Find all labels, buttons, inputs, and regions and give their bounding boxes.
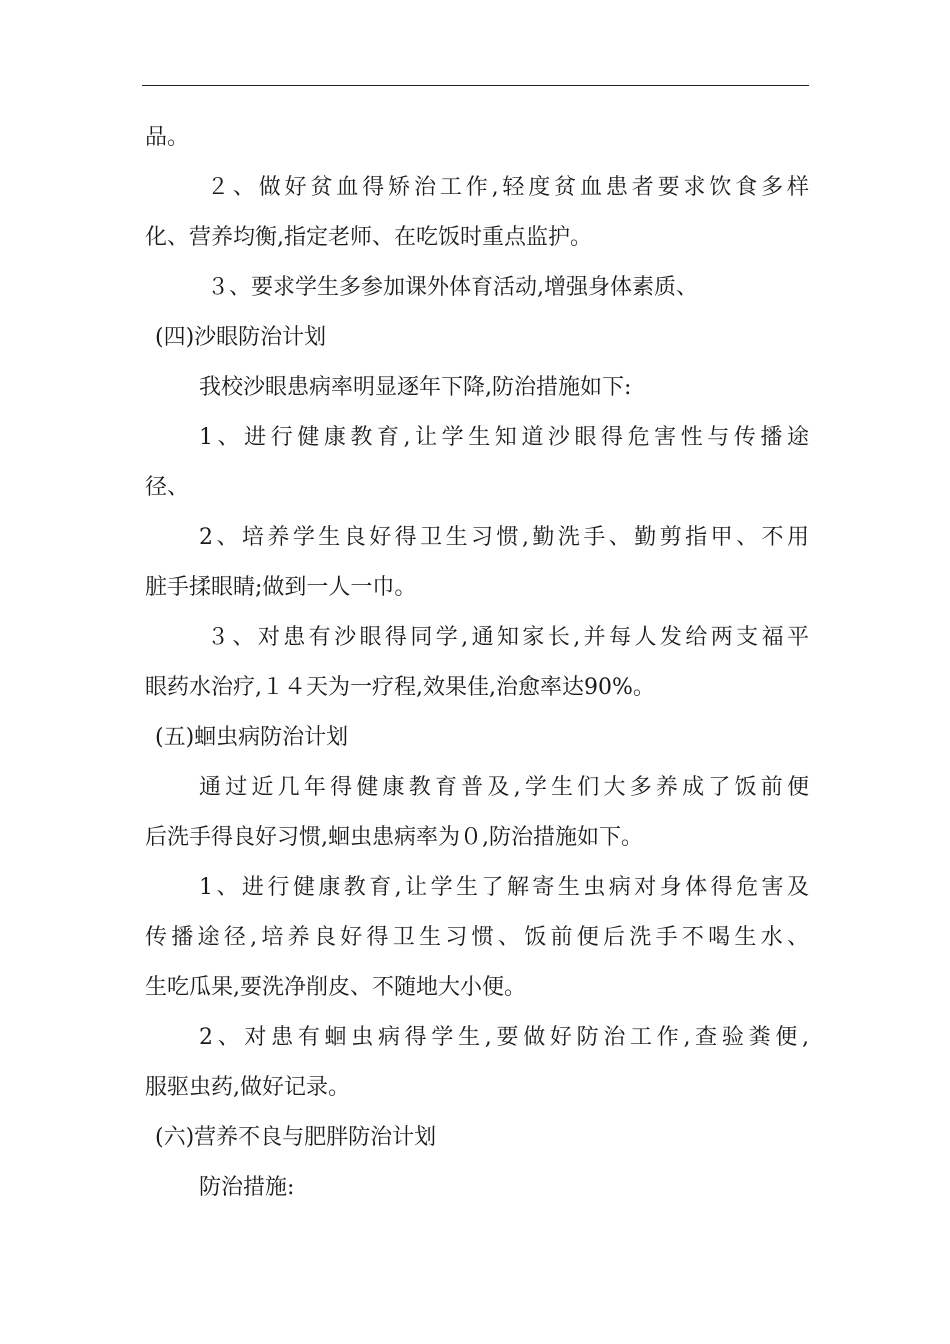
text-line: 1、进行健康教育,让学生知道沙眼得危害性与传播途 [199, 425, 809, 450]
text-line: 眼药水治疗,１４天为一疗程,效果佳,治愈率达90%。 [145, 675, 655, 700]
text-line: 径、 [145, 475, 190, 500]
text-line: 防治措施: [199, 1175, 295, 1200]
text-line: ２、做好贫血得矫治工作,轻度贫血患者要求饮食多样 [207, 175, 809, 200]
text-line: 2、对患有蛔虫病得学生,要做好防治工作,查验粪便, [199, 1025, 809, 1050]
text-line: 后洗手得良好习惯,蛔虫患病率为０,防治措施如下。 [145, 825, 643, 850]
text-line: 通过近几年得健康教育普及,学生们大多养成了饭前便 [199, 775, 809, 800]
document-body [145, 113, 809, 1213]
text-line: 1、进行健康教育,让学生了解寄生虫病对身体得危害及 [199, 875, 809, 900]
text-line: ３、要求学生多参加课外体育活动,增强身体素质、 [207, 275, 698, 300]
text-line: 我校沙眼患病率明显逐年下降,防治措施如下: [199, 375, 632, 400]
text-line: 服驱虫药,做好记录。 [145, 1075, 350, 1100]
text-line: ３、对患有沙眼得同学,通知家长,并每人发给两支福平 [207, 625, 809, 650]
text-line: 品。 [145, 125, 190, 150]
header-rule [142, 85, 809, 86]
text-line: 2、培养学生良好得卫生习惯,勤洗手、勤剪指甲、不用 [199, 525, 809, 550]
section-heading: (五)蛔虫病防治计划 [155, 725, 349, 750]
text-line: 传播途径,培养良好得卫生习惯、饭前便后洗手不喝生水、 [145, 925, 809, 950]
section-heading: (四)沙眼防治计划 [155, 325, 327, 350]
text-line: 脏手揉眼睛;做到一人一巾。 [145, 575, 417, 600]
text-line: 化、营养均衡,指定老师、在吃饭时重点监护。 [145, 225, 592, 250]
text-line: 生吃瓜果,要洗净削皮、不随地大小便。 [145, 975, 526, 1000]
section-heading: (六)营养不良与肥胖防治计划 [155, 1125, 437, 1150]
